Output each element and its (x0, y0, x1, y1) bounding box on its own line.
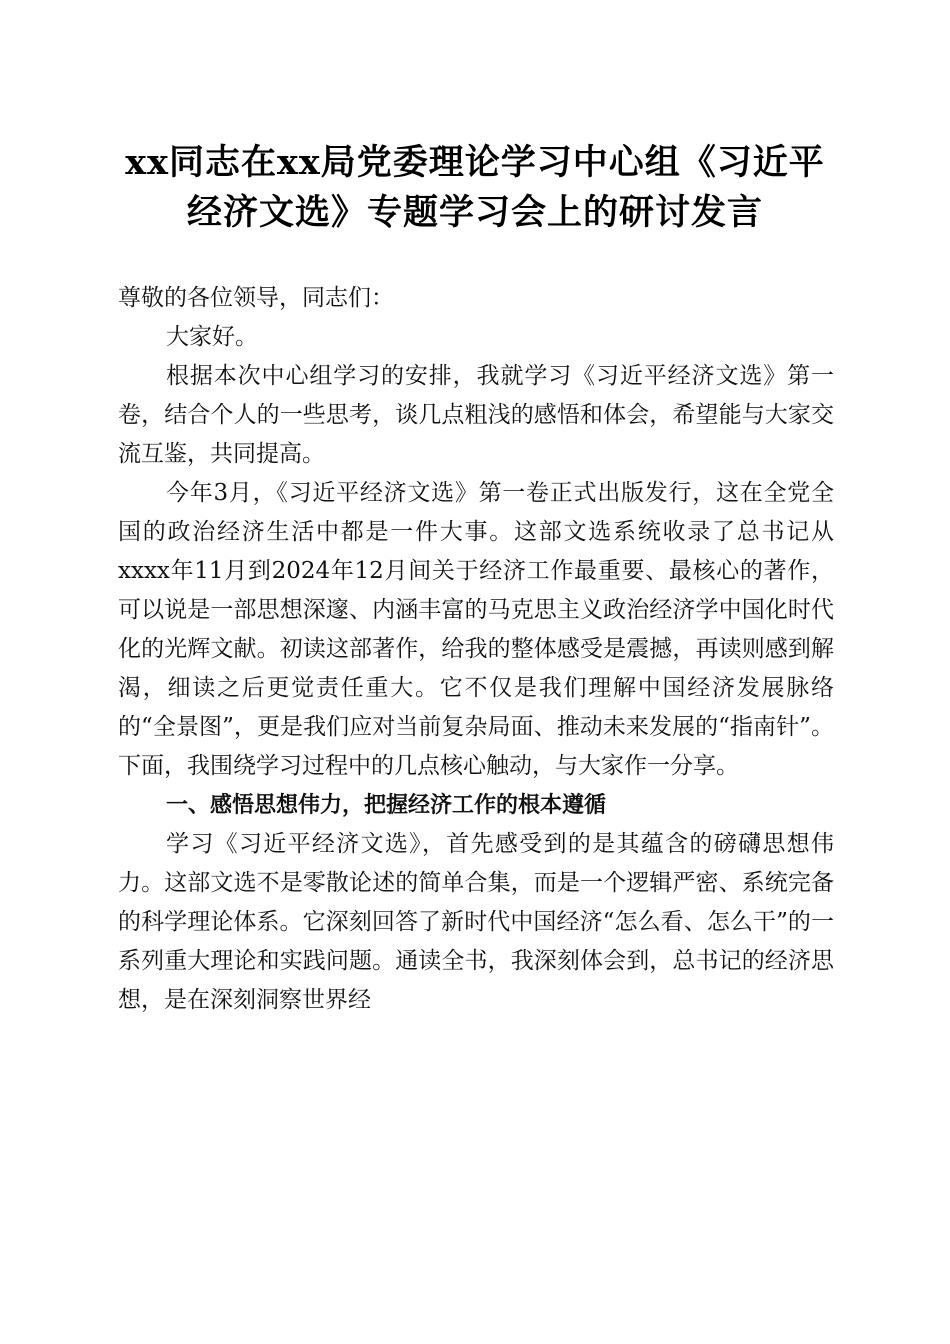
background-paragraph: 今年3月，《习近平经济文选》第一卷正式出版发行，这在全党全国的政治经济生活中都是一件大事。这部文选系统收录了总书记从xxxx年11月到2024年12月间关于经济工作最重要、最核心的著作，可以说是一部思想深邃、内涵丰富的马克思主义政治经济学中国化时代化的光辉文献。初读这部著作，给我的整体感受是震撼，再读则感到解渴，细读之后更觉责任重大。它不仅是我们理解中国经济发展脉络的“全景图”，更是我们应对当前复杂局面、推动未来发展的“指南针”。下面，我围绕学习过程中的几点核心触动，与大家作一分享。 (118, 480, 834, 779)
title-line-1: xx同志在xx局党委理论学习中心组《习近平 (125, 142, 825, 183)
title-line-2: 经济文选》专题学习会上的研讨发言 (186, 192, 763, 233)
section-heading: 一、感悟思想伟力，把握经济工作的根本遵循 (166, 793, 607, 818)
document-title (80, 138, 870, 238)
section-paragraph: 学习《习近平经济文选》，首先感受到的是其蕴含的磅礴思想伟力。这部文选不是零散论述的简单合集，而是一个逻辑严密、系统完备的科学理论体系。它深刻回答了新时代中国经济“怎么看、怎么干”的一系列重大理论和实践问题。通读全书，我深刻体会到，总书记的经济思想，是在深刻洞察世界经 (118, 831, 834, 1013)
salutation: 尊敬的各位领导，同志们： (118, 285, 394, 311)
document-body (118, 279, 834, 1020)
intro-paragraph: 根据本次中心组学习的安排，我就学习《习近平经济文选》第一卷，结合个人的一些思考，谈几点粗浅的感悟和体会，希望能与大家交流互鉴，共同提高。 (118, 363, 834, 467)
greeting-paragraph: 大家好。 (166, 324, 258, 350)
